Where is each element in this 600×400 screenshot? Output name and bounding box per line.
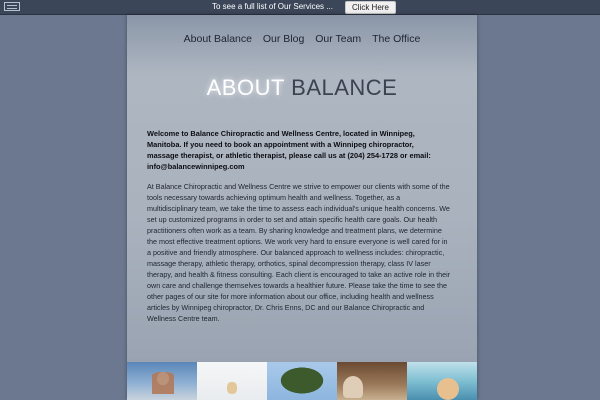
page-title-part-1: ABOUT (206, 75, 285, 100)
photo-stretching (127, 362, 197, 400)
photo-tree (267, 362, 337, 400)
body-paragraph: At Balance Chiropractic and Wellness Centre we strive to empower our clients with some of the tools necessary towards achieving optimum health and wellness. Together, as a multidisciplinary team, we take the time to assess each individual's unique health concerns. We set up customized programs in order to set and attain specific health care goals. Our health practitioners often work as a team. By sharing knowledge and treatment plans, we determine the most effective treatment options. We work very hard to ensure everyone is well cared for in a positive and friendly atmosphere. Our balanced approach to wellness includes: chiropractic, massage therapy, athletic therapy, orthotics, spinal decompression therapy, class IV laser therapy, and health & fitness consulting. Each client is encouraged to take an active role in their own care and challenge themselves towards a healthier future. Please take the time to see the other pages of our site for more information about our office, including health and wellness articles by Winnipeg chiropractor, Dr. Chris Enns, DC and our Balance Chiropractic and Wellness Centre team. (147, 182, 451, 323)
nav-item-the-office[interactable]: The Office (372, 33, 421, 45)
photo-strip (127, 362, 477, 400)
content-panel (127, 15, 477, 400)
menu-icon[interactable] (4, 2, 20, 11)
nav-item-our-team[interactable]: Our Team (315, 33, 362, 45)
intro-paragraph: Welcome to Balance Chiropractic and Wellness Centre, located in Winnipeg, Manitoba. If you need to book an appointment with a Winnipeg chiropractor, massage therapist, or athletic therapist, please call us at (204) 254-1728 or email: info@balancewinnipeg.com (147, 129, 431, 171)
nav-item-about-balance[interactable]: About Balance (183, 33, 252, 45)
page-title-part-2: BALANCE (291, 75, 398, 100)
promo-bar (0, 0, 600, 15)
main-nav (127, 33, 477, 45)
photo-beach (407, 362, 477, 400)
page-title (127, 75, 477, 101)
click-here-button[interactable]: Click Here (345, 1, 396, 14)
photo-treatment (197, 362, 267, 400)
promo-text: To see a full list of Our Services ... (212, 2, 333, 11)
photo-person (337, 362, 407, 400)
nav-item-our-blog[interactable]: Our Blog (262, 33, 305, 45)
